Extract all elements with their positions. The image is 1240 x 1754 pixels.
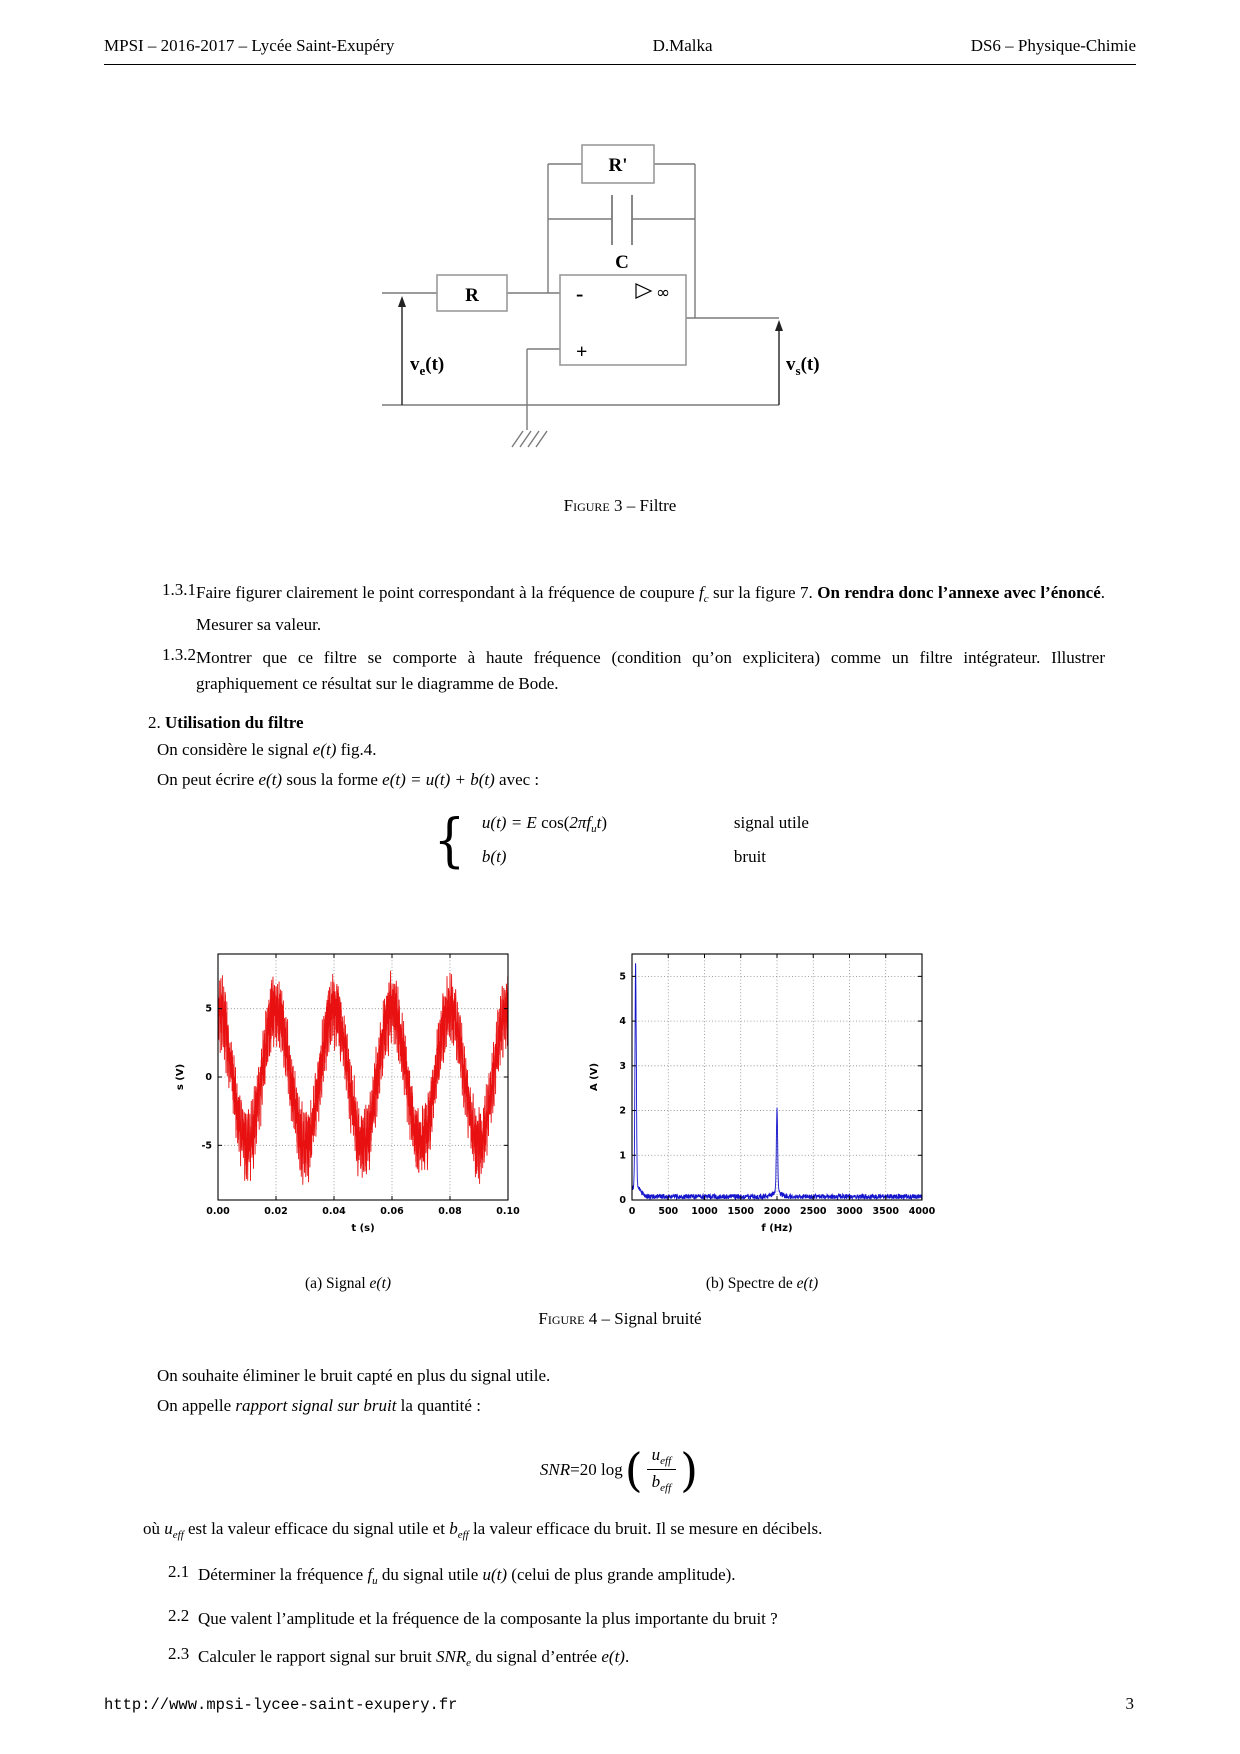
ground-icon	[512, 431, 547, 447]
header-left: MPSI – 2016-2017 – Lycée Saint-Exupéry	[104, 36, 395, 55]
p2-text1: On peut écrire	[157, 770, 259, 789]
question-list	[104, 580, 1105, 697]
figure4-caption-text: Signal bruité	[614, 1309, 702, 1328]
figure4	[0, 944, 1240, 1329]
section-number: 2.	[148, 713, 161, 732]
svg-text:3500: 3500	[872, 1206, 899, 1217]
p2-text2: sous la forme	[282, 770, 383, 789]
p1-text1: On considère le signal	[157, 740, 313, 759]
p1-text2: fig.4.	[336, 740, 377, 759]
figure4-caption-label: Figure 4	[538, 1309, 598, 1328]
p2-math2: e(t) = u(t) + b(t)	[382, 770, 495, 789]
signal-figure	[172, 944, 524, 1293]
circuit-diagram	[352, 117, 832, 462]
p2-math1: e(t)	[258, 770, 283, 789]
p2-text3: avec :	[494, 770, 540, 789]
figure4-caption-sep: –	[597, 1309, 615, 1328]
section-title: Utilisation du filtre	[165, 713, 304, 732]
svg-text:f (Hz): f (Hz)	[761, 1223, 793, 1234]
snr-lhs: SNR	[539, 1459, 571, 1479]
system-row-1	[482, 809, 809, 843]
figure3-caption-label: Figure 3	[563, 496, 623, 515]
opamp-minus-input: -	[576, 281, 584, 306]
figure3-caption	[0, 496, 1240, 516]
snr-intro-2: On appelle rapport signal sur bruit la quantité :	[157, 1396, 481, 1415]
ve-arrowhead-icon	[398, 296, 406, 307]
opamp-plus-input: +	[576, 341, 588, 363]
q131-bold: On rendra donc l’annexe avec l’énoncé	[817, 583, 1101, 602]
spectrum-figure	[586, 944, 938, 1293]
capacitor-label: C	[615, 252, 629, 273]
svg-text:3: 3	[619, 1060, 626, 1072]
item-text: Que valent l’amplitude et la fréquence de la composante la plus importante du bruit ?	[198, 1609, 778, 1628]
svg-text:1000: 1000	[691, 1206, 718, 1217]
svg-text:-5: -5	[201, 1140, 212, 1152]
svg-text:2000: 2000	[763, 1206, 791, 1217]
q131-math-fc: f	[698, 583, 704, 602]
header-center: D.Malka	[652, 36, 713, 55]
item-text: Déterminer la fréquence $f_u$ du signal utile u(t) (celui de plus grande amplitude).	[198, 1565, 736, 1587]
signal-chart	[172, 944, 524, 1244]
svg-text:0.00: 0.00	[206, 1206, 230, 1217]
item-text: Montrer que ce filtre se comporte à haute fréquence (condition qu’on explicitera) comme un filtre intégrateur. Illustrer graphiquement ce résultat sur le diagramme de Bode.	[196, 648, 1105, 693]
question-1-3-2	[104, 645, 1105, 697]
svg-text:2500: 2500	[800, 1206, 827, 1217]
resistor-rprime-label: R'	[608, 155, 628, 176]
system-row-2	[482, 843, 809, 870]
fraction-numerator: $u_{eff}$	[647, 1445, 677, 1470]
caption-a: (a) Signal e(t)	[304, 1275, 392, 1292]
figure4-caption	[0, 1309, 1240, 1329]
p1-math: e(t)	[312, 740, 337, 759]
snr-intro-1: On souhaite éliminer le bruit capté en plus du signal utile.	[157, 1366, 551, 1385]
resistor-r-label: R	[465, 285, 479, 306]
svg-text:0: 0	[628, 1206, 636, 1217]
snr-formula: SNR = 20 log ( $\frac{u_{eff}}{b_{eff}}$ )	[539, 1442, 699, 1497]
snr-explanation: où $u_{eff}$ est la valeur efficace du signal utile et $b_{eff}$ la valeur efficace du bruit. Il se mesure en décibels.	[143, 1519, 823, 1541]
question-2-1	[104, 1562, 1105, 1594]
question-2-2	[104, 1606, 1105, 1632]
svg-text:0.08: 0.08	[438, 1206, 462, 1217]
section-2-heading	[104, 713, 1105, 733]
ve-label: $v_e(t)$	[410, 354, 445, 378]
system-brace: {	[433, 805, 466, 874]
q131-text1: Faire figurer clairement le point correspondant à la fréquence de coupure	[196, 583, 699, 602]
equation-system	[0, 805, 1240, 874]
svg-text:0.04: 0.04	[322, 1206, 346, 1217]
figure3-caption-sep: –	[622, 496, 640, 515]
system-row1-desc: signal utile	[733, 813, 809, 832]
svg-text:5: 5	[205, 1003, 212, 1015]
item-number: 2.1	[168, 1562, 190, 1581]
q131-math-fc-sub: c	[703, 593, 709, 605]
svg-text:2: 2	[619, 1105, 626, 1117]
svg-text:4: 4	[619, 1016, 626, 1028]
item-text: Calculer le rapport signal sur bruit $SNR_e$ du signal d’entrée e(t).	[198, 1647, 630, 1669]
svg-text:500: 500	[658, 1206, 679, 1217]
svg-text:A (V): A (V)	[589, 1062, 600, 1092]
svg-text:0.10: 0.10	[496, 1206, 520, 1217]
system-row1-math: u(t) = E $\cos(2\pi f_ut)$	[481, 813, 608, 835]
figure3-caption-text: Filtre	[639, 496, 677, 515]
left-paren: (	[624, 1442, 643, 1497]
svg-text:0.02: 0.02	[264, 1206, 288, 1217]
item-number: 2.2	[168, 1606, 190, 1625]
item-number: 1.3.2	[162, 645, 196, 664]
system-row2-math: b(t)	[481, 847, 507, 866]
opamp-gain-triangle-icon	[636, 284, 651, 298]
item-number: 1.3.1	[162, 580, 196, 599]
snr-fraction	[647, 1445, 677, 1494]
fraction-denominator: $b_{eff}$	[651, 1472, 672, 1494]
page-number: 3	[1125, 1694, 1134, 1713]
spectrum-chart	[586, 944, 938, 1244]
svg-text:4000: 4000	[908, 1206, 936, 1217]
question-2-3	[104, 1644, 1105, 1676]
system-rows	[482, 809, 809, 870]
item-text	[196, 580, 1105, 638]
section2-paragraph-1	[157, 737, 1105, 763]
item-number: 2.3	[168, 1644, 190, 1663]
svg-text:0: 0	[619, 1195, 626, 1206]
q131-text3: . Mesurer sa valeur.	[196, 583, 1106, 634]
question-list-2	[104, 1562, 1105, 1676]
right-paren: )	[680, 1442, 699, 1497]
q131-text2: sur la figure 7.	[708, 583, 818, 602]
opamp-infinity-symbol: ∞	[656, 283, 671, 303]
vs-arrowhead-icon	[775, 320, 783, 331]
svg-text:1: 1	[619, 1150, 626, 1162]
svg-text:3000: 3000	[836, 1206, 863, 1217]
figure4-charts	[172, 944, 1240, 1293]
svg-text:0.06: 0.06	[380, 1206, 404, 1217]
header-right: DS6 – Physique-Chimie	[970, 36, 1136, 55]
caption-b: (b) Spectre de e(t)	[705, 1275, 819, 1292]
page-footer	[104, 1694, 1134, 1714]
section2-paragraph-2	[157, 767, 1105, 793]
figure3	[0, 117, 1240, 516]
svg-text:0: 0	[205, 1072, 212, 1083]
vs-label: $v_s(t)$	[786, 354, 820, 378]
svg-text:t (s): t (s)	[351, 1223, 375, 1234]
footer-url: http://www.mpsi-lycee-saint-exupery.fr	[104, 1696, 458, 1714]
svg-text:s (V): s (V)	[175, 1063, 186, 1091]
snr-term-italic: rapport signal sur bruit	[235, 1396, 397, 1415]
header-rule	[104, 64, 1136, 65]
svg-text:5: 5	[619, 971, 626, 983]
page-header	[0, 0, 1240, 64]
question-1-3-1	[104, 580, 1105, 638]
svg-text:1500: 1500	[727, 1206, 754, 1217]
system-row2-desc: bruit	[733, 847, 767, 866]
